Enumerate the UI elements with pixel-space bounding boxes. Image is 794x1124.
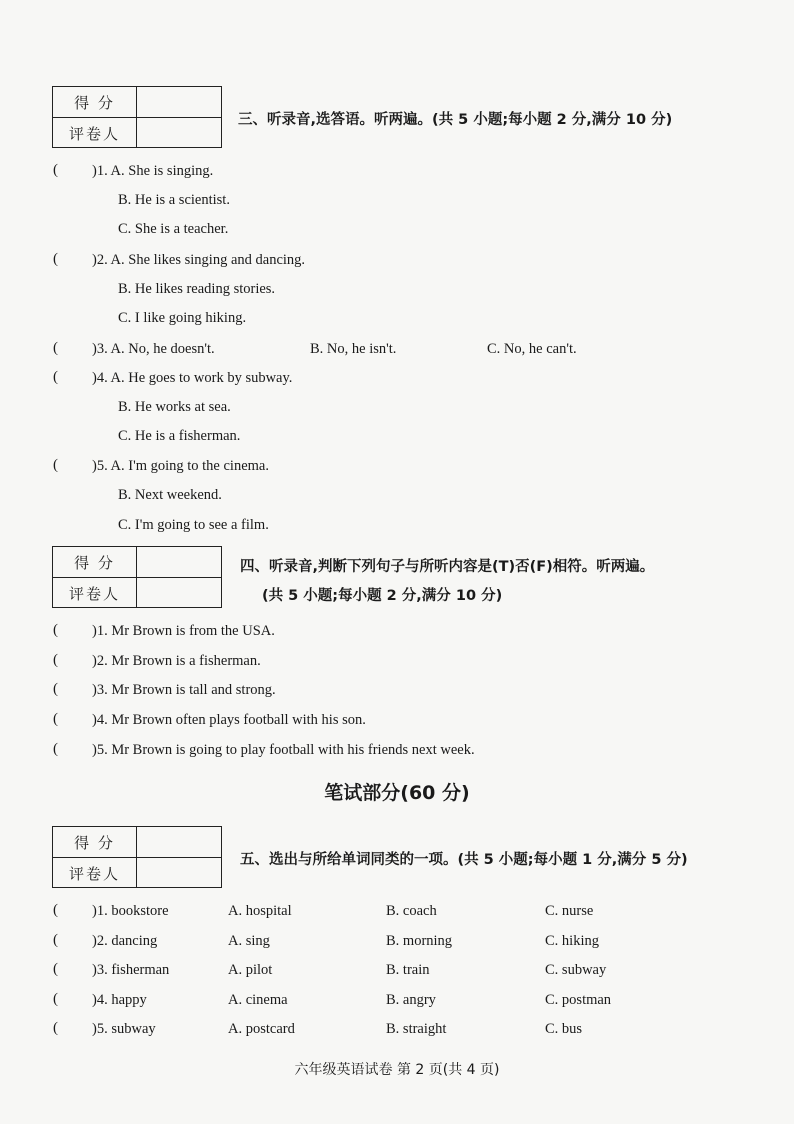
question-option-c: C. I'm going to see a film. <box>118 517 269 533</box>
question-option-a: )5. A. I'm going to the cinema. <box>92 458 269 474</box>
answer-paren: ( <box>53 622 58 638</box>
answer-paren: ( <box>53 961 58 977</box>
section3-title: 三、听录音,选答语。听两遍。(共 5 小题;每小题 2 分,满分 10 分) <box>238 112 673 128</box>
grader-label: 评卷人 <box>53 578 137 608</box>
given-word: )4. happy <box>92 992 147 1008</box>
score-label: 得 分 <box>53 827 137 857</box>
option-b: B. straight <box>386 1021 447 1037</box>
given-word: )5. subway <box>92 1021 156 1037</box>
answer-paren: ( <box>53 711 58 727</box>
answer-paren: ( <box>53 681 58 697</box>
question-option-c: C. No, he can't. <box>487 341 577 357</box>
answer-paren: ( <box>53 251 58 267</box>
section4-subtitle: (共 5 小题;每小题 2 分,满分 10 分) <box>262 588 503 604</box>
question-option-a: )1. A. She is singing. <box>92 163 214 179</box>
given-word: )2. dancing <box>92 933 158 949</box>
section4-title: 四、听录音,判断下列句子与所听内容是(T)否(F)相符。听两遍。 <box>240 559 655 575</box>
score-field[interactable] <box>137 827 221 857</box>
answer-paren: ( <box>53 369 58 385</box>
answer-paren: ( <box>53 652 58 668</box>
option-c: C. subway <box>545 962 607 978</box>
option-a: A. postcard <box>228 1021 295 1037</box>
option-c: C. nurse <box>545 903 594 919</box>
statement: )5. Mr Brown is going to play football with his friends next week. <box>92 742 475 758</box>
question-option-c: C. She is a teacher. <box>118 221 229 237</box>
option-b: B. train <box>386 962 430 978</box>
option-a: A. hospital <box>228 903 292 919</box>
question-option-c: C. I like going hiking. <box>118 310 247 326</box>
given-word: )1. bookstore <box>92 903 169 919</box>
answer-paren: ( <box>53 932 58 948</box>
grader-field[interactable] <box>137 858 221 888</box>
statement: )4. Mr Brown often plays football with his son. <box>92 712 366 728</box>
option-c: C. bus <box>545 1021 583 1037</box>
question-option-b: B. Next weekend. <box>118 487 222 503</box>
option-b: B. coach <box>386 903 437 919</box>
grader-label: 评卷人 <box>53 858 137 888</box>
question-option-a: )4. A. He goes to work by subway. <box>92 370 293 386</box>
statement: )3. Mr Brown is tall and strong. <box>92 682 276 698</box>
question-option-b: B. He works at sea. <box>118 399 231 415</box>
answer-paren: ( <box>53 741 58 757</box>
option-b: B. morning <box>386 933 453 949</box>
option-c: C. postman <box>545 992 612 1008</box>
question-option-a: )3. A. No, he doesn't. <box>92 341 215 357</box>
statement: )2. Mr Brown is a fisherman. <box>92 653 261 669</box>
grader-label: 评卷人 <box>53 118 137 148</box>
answer-paren: ( <box>53 162 58 178</box>
statement: )1. Mr Brown is from the USA. <box>92 623 275 639</box>
answer-paren: ( <box>53 1020 58 1036</box>
answer-paren: ( <box>53 902 58 918</box>
score-box-section4 <box>52 546 222 608</box>
score-label: 得 分 <box>53 547 137 577</box>
question-option-a: )2. A. She likes singing and dancing. <box>92 252 306 268</box>
written-part-title: 笔试部分(60 分) <box>324 782 470 804</box>
score-box-section5 <box>52 826 222 888</box>
page-footer: 六年级英语试卷 第 2 页(共 4 页) <box>294 1062 500 1078</box>
option-b: B. angry <box>386 992 436 1008</box>
given-word: )3. fisherman <box>92 962 170 978</box>
option-a: A. sing <box>228 933 270 949</box>
grader-field[interactable] <box>137 118 221 148</box>
score-label: 得 分 <box>53 87 137 117</box>
question-option-b: B. He is a scientist. <box>118 192 230 208</box>
answer-paren: ( <box>53 340 58 356</box>
score-box-section3 <box>52 86 222 148</box>
score-field[interactable] <box>137 87 221 117</box>
option-c: C. hiking <box>545 933 599 949</box>
option-a: A. cinema <box>228 992 288 1008</box>
question-option-c: C. He is a fisherman. <box>118 428 241 444</box>
answer-paren: ( <box>53 457 58 473</box>
section5-title: 五、选出与所给单词同类的一项。(共 5 小题;每小题 1 分,满分 5 分) <box>240 852 688 868</box>
question-option-b: B. He likes reading stories. <box>118 281 276 297</box>
score-field[interactable] <box>137 547 221 577</box>
grader-field[interactable] <box>137 578 221 608</box>
option-a: A. pilot <box>228 962 273 978</box>
question-option-b: B. No, he isn't. <box>310 341 397 357</box>
answer-paren: ( <box>53 991 58 1007</box>
